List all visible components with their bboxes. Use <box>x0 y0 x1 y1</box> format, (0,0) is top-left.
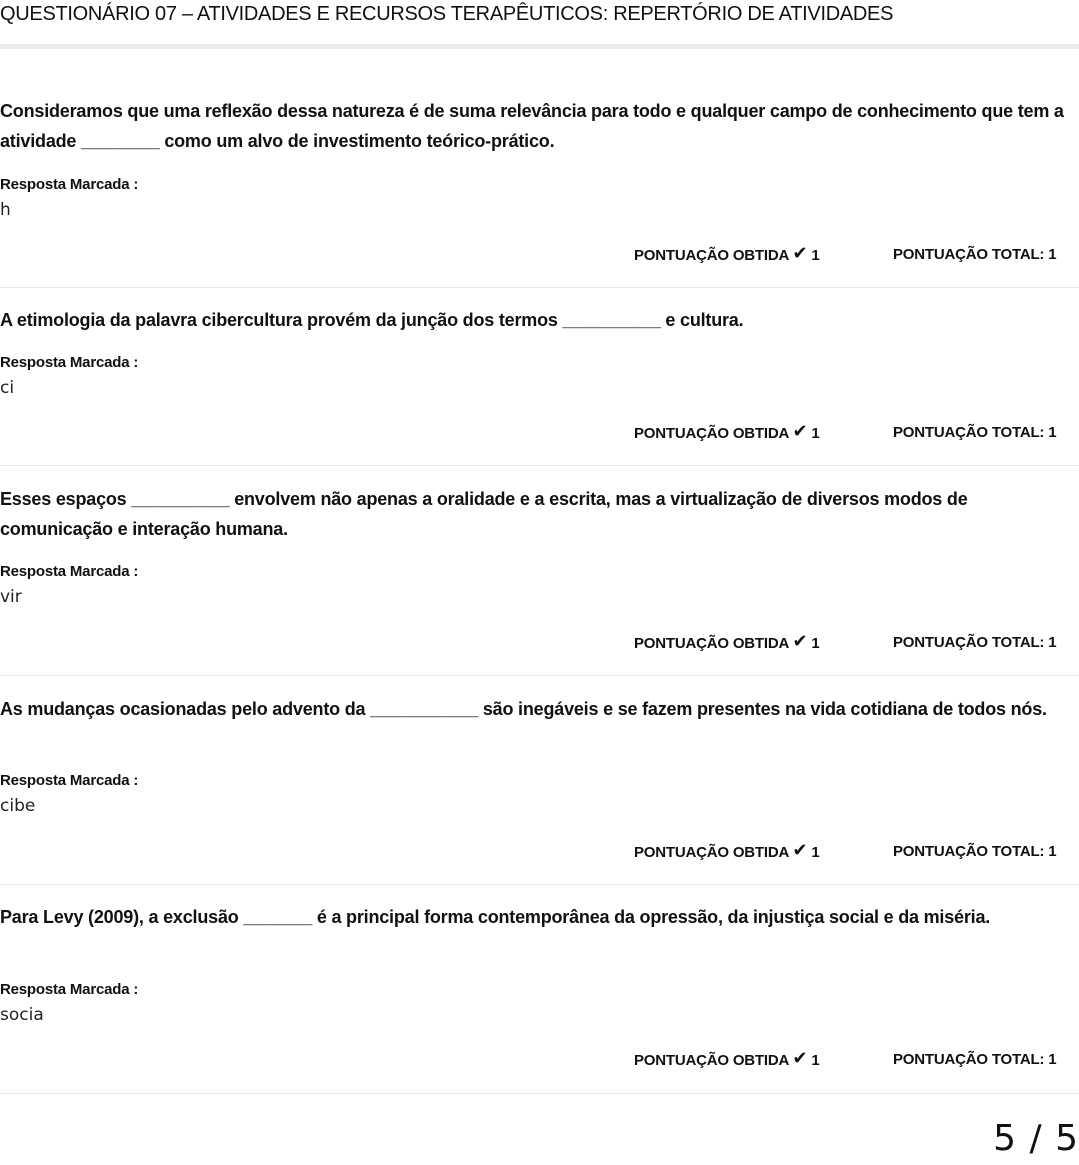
question-text: Consideramos que uma reflexão dessa natureza é de suma relevância para todo e qualquer campo de conhecimento que tem a atividade ________ como um alvo de investimento teórico-prático. <box>0 101 1064 151</box>
answer-label: Resposta Marcada : <box>0 981 139 998</box>
question-item <box>0 676 1079 885</box>
score-total: PONTUAÇÃO TOTAL: 1 <box>893 424 1057 441</box>
score-obtained-label: PONTUAÇÃO OBTIDA <box>634 425 789 442</box>
score-obtained <box>634 1048 820 1069</box>
score-row <box>0 840 1079 865</box>
score-row <box>0 421 1079 446</box>
score-obtained-label: PONTUAÇÃO OBTIDA <box>634 247 789 264</box>
score-row <box>0 243 1079 268</box>
question-item <box>0 88 1079 288</box>
question-text: Para Levy (2009), a exclusão _______ é a principal forma contemporânea da opressão, da injustiça social e da miséria. <box>0 907 991 927</box>
score-obtained-value: 1 <box>811 425 820 442</box>
answer-label: Resposta Marcada : <box>0 563 139 580</box>
question-text: A etimologia da palavra cibercultura provém da junção dos termos __________ e cultura. <box>0 310 744 330</box>
score-total: PONTUAÇÃO TOTAL: 1 <box>893 843 1057 860</box>
check-icon: ✔ <box>792 631 808 651</box>
check-icon: ✔ <box>792 243 808 263</box>
question-item <box>0 466 1079 676</box>
score-obtained-value: 1 <box>811 247 820 264</box>
question-text: As mudanças ocasionadas pelo advento da ___________ são inegáveis e se fazem presentes na vida cotidiana de todos nós. <box>0 699 1047 719</box>
score-total: PONTUAÇÃO TOTAL: 1 <box>893 1051 1057 1068</box>
score-obtained <box>634 421 820 442</box>
answer-value: ci <box>0 378 15 398</box>
answer-value: socia <box>0 1005 44 1025</box>
score-total: PONTUAÇÃO TOTAL: 1 <box>893 246 1057 263</box>
score-obtained <box>634 631 820 652</box>
answer-value: cibe <box>0 796 36 816</box>
question-item <box>0 288 1079 466</box>
score-obtained-label: PONTUAÇÃO OBTIDA <box>634 635 789 652</box>
score-obtained <box>634 840 820 861</box>
score-row <box>0 631 1079 656</box>
answer-label: Resposta Marcada : <box>0 354 139 371</box>
score-obtained <box>634 243 820 264</box>
score-total: PONTUAÇÃO TOTAL: 1 <box>893 634 1057 651</box>
answer-label: Resposta Marcada : <box>0 176 139 193</box>
check-icon: ✔ <box>792 421 808 441</box>
final-score: 5 / 5 <box>993 1118 1079 1159</box>
question-item <box>0 885 1079 1094</box>
question-text: Esses espaços __________ envolvem não apenas a oralidade e a escrita, mas a virtualização de diversos modos de comunicação e interação humana. <box>0 489 968 539</box>
score-obtained-label: PONTUAÇÃO OBTIDA <box>634 1052 789 1069</box>
score-row <box>0 1048 1079 1073</box>
page-header <box>0 0 1079 49</box>
answer-value: h <box>0 200 11 220</box>
check-icon: ✔ <box>792 840 808 860</box>
score-obtained-value: 1 <box>811 635 820 652</box>
page-title: QUESTIONÁRIO 07 – ATIVIDADES E RECURSOS TERAPÊUTICOS: REPERTÓRIO DE ATIVIDADES <box>0 3 894 25</box>
answer-value: vir <box>0 587 22 607</box>
score-obtained-value: 1 <box>811 1052 820 1069</box>
answer-label: Resposta Marcada : <box>0 772 139 789</box>
score-obtained-value: 1 <box>811 844 820 861</box>
check-icon: ✔ <box>792 1048 808 1068</box>
score-obtained-label: PONTUAÇÃO OBTIDA <box>634 844 789 861</box>
